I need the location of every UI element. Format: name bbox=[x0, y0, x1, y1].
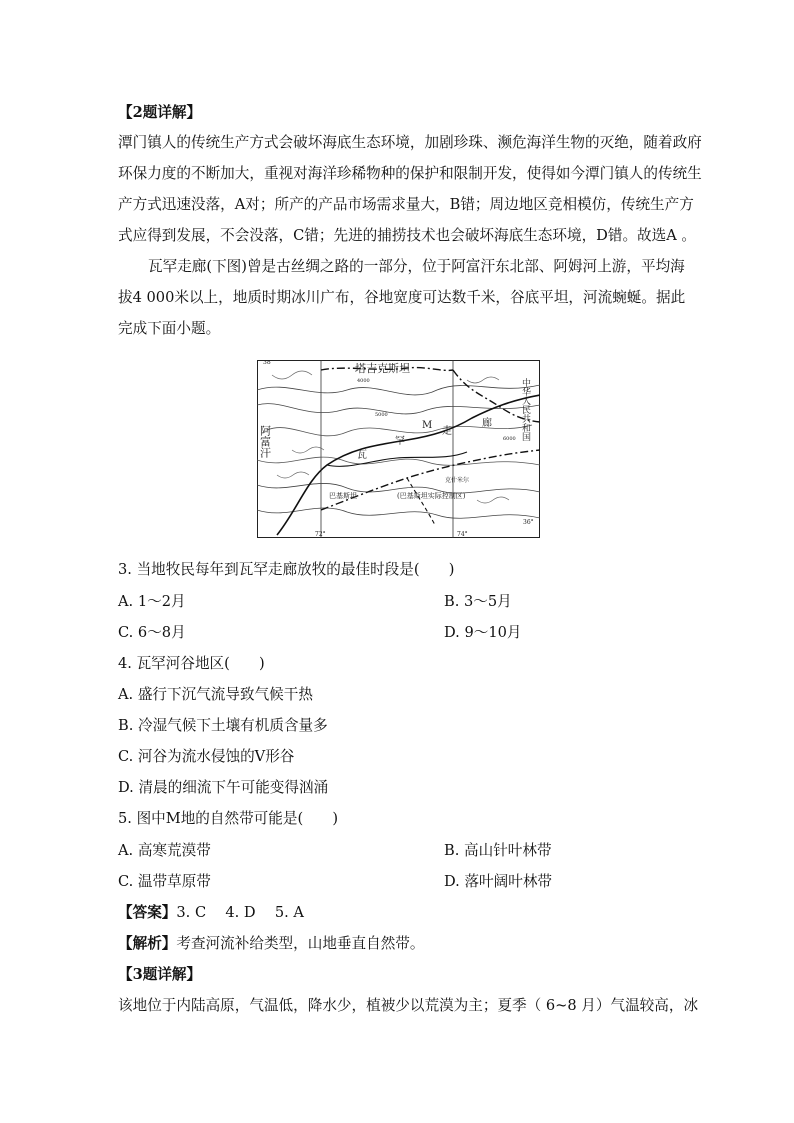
map-contour-3: 6000 bbox=[503, 436, 516, 442]
section2-line-4: 式应得到发展，不会没落，C错；先进的捕捞技术也会破坏海底生态环境，D错。故选A 。 bbox=[118, 227, 697, 244]
section3-line-1: 该地位于内陆高原，气温低，降水少，植被少以荒漠为主；夏季（ 6~8 月）气温较高，冰 bbox=[118, 997, 699, 1014]
map-label-m: M bbox=[422, 420, 433, 431]
map-contour-1: 4000 bbox=[357, 378, 370, 384]
answer-label: 【答案】 bbox=[118, 904, 177, 921]
q4-option-a: A. 盛行下沉气流导致气候干热 bbox=[118, 686, 313, 703]
map-label-corridor-3: 走 bbox=[442, 426, 452, 437]
section2-line-3: 产方式迅速没落，A对；所产的产品市场需求量大，B错；周边地区竞相模仿，传统生产方 bbox=[118, 196, 694, 213]
map-label-pass: 克什米尔 bbox=[445, 477, 470, 484]
answer-line bbox=[118, 903, 683, 923]
intro-line-1: 瓦罕走廊(下图)曾是古丝绸之路的一部分，位于阿富汗东北部、阿姆河上游，平均海 bbox=[148, 258, 685, 275]
q5-stem: 5. 图中M地的自然带可能是( ) bbox=[118, 810, 339, 827]
q4-option-d: D. 清晨的细流下午可能变得汹涌 bbox=[118, 779, 329, 796]
map-label-top: 塔吉克斯坦 bbox=[355, 362, 410, 375]
q5-option-b: B. 高山针叶林带 bbox=[444, 842, 552, 859]
map-label-right bbox=[520, 377, 531, 442]
map-label-corridor-1: 瓦 bbox=[357, 450, 367, 461]
q3-option-a: A. 1～2月 bbox=[118, 593, 186, 610]
intro-line-2: 拔4 000米以上，地质时期冰川广布，谷地宽度可达数千米，谷底平坦，河流蜿蜒。据此 bbox=[118, 289, 686, 306]
q5-option-a: A. 高寒荒漠带 bbox=[118, 842, 211, 859]
q5-option-d: D. 落叶阔叶林带 bbox=[444, 873, 553, 890]
q4-option-b: B. 冷湿气候下土壤有机质含量多 bbox=[118, 717, 328, 734]
map-label-kashmir: (巴基斯坦实际控制区) bbox=[397, 492, 466, 500]
answer-text: 3. C 4. D 5. A bbox=[176, 904, 304, 921]
q4-option-c: C. 河谷为流水侵蚀的V形谷 bbox=[118, 748, 295, 765]
wakhan-corridor-map bbox=[257, 360, 540, 538]
section2-line-1: 潭门镇人的传统生产方式会破坏海底生态环境，加剧珍珠、濒危海洋生物的灭绝，随着政府 bbox=[118, 134, 702, 151]
q3-option-d: D. 9～10月 bbox=[444, 624, 522, 641]
q5-option-c: C. 温带草原带 bbox=[118, 873, 211, 890]
q4-stem: 4. 瓦罕河谷地区( ) bbox=[118, 655, 265, 672]
map-lon-left: 72° bbox=[315, 531, 326, 538]
analysis-text: 考查河流补给类型，山地垂直自然带。 bbox=[176, 935, 425, 952]
map-label-right-text: 中华人民共和国 bbox=[520, 378, 530, 441]
map-lat-top: 38° bbox=[263, 360, 274, 366]
map-lon-right: 74° bbox=[457, 531, 468, 538]
section2-title: 【2题详解】 bbox=[118, 104, 202, 121]
map-label-corridor-4: 廊 bbox=[482, 418, 492, 429]
q3-stem: 3. 当地牧民每年到瓦罕走廊放牧的最佳时段是( ) bbox=[118, 561, 455, 578]
section3-title: 【3题详解】 bbox=[118, 966, 202, 983]
map-label-left bbox=[259, 425, 272, 459]
q3-option-c: C. 6～8月 bbox=[118, 624, 186, 641]
analysis-line bbox=[118, 934, 683, 954]
q3-option-b: B. 3～5月 bbox=[444, 593, 512, 610]
map-contour-2: 5000 bbox=[375, 412, 388, 418]
map-label-pakistan: 巴基斯坦 bbox=[329, 492, 357, 500]
map-lat-bottom: 36° bbox=[523, 519, 534, 526]
analysis-label: 【解析】 bbox=[118, 935, 177, 952]
section2-line-2: 环保力度的不断加大，重视对海洋珍稀物种的保护和限制开发，使得如今潭门镇人的传统生 bbox=[118, 165, 702, 182]
map-label-left-text: 阿富汗 bbox=[258, 425, 272, 458]
map-label-corridor-2: 罕 bbox=[395, 436, 405, 447]
intro-line-3: 完成下面小题。 bbox=[118, 320, 221, 337]
